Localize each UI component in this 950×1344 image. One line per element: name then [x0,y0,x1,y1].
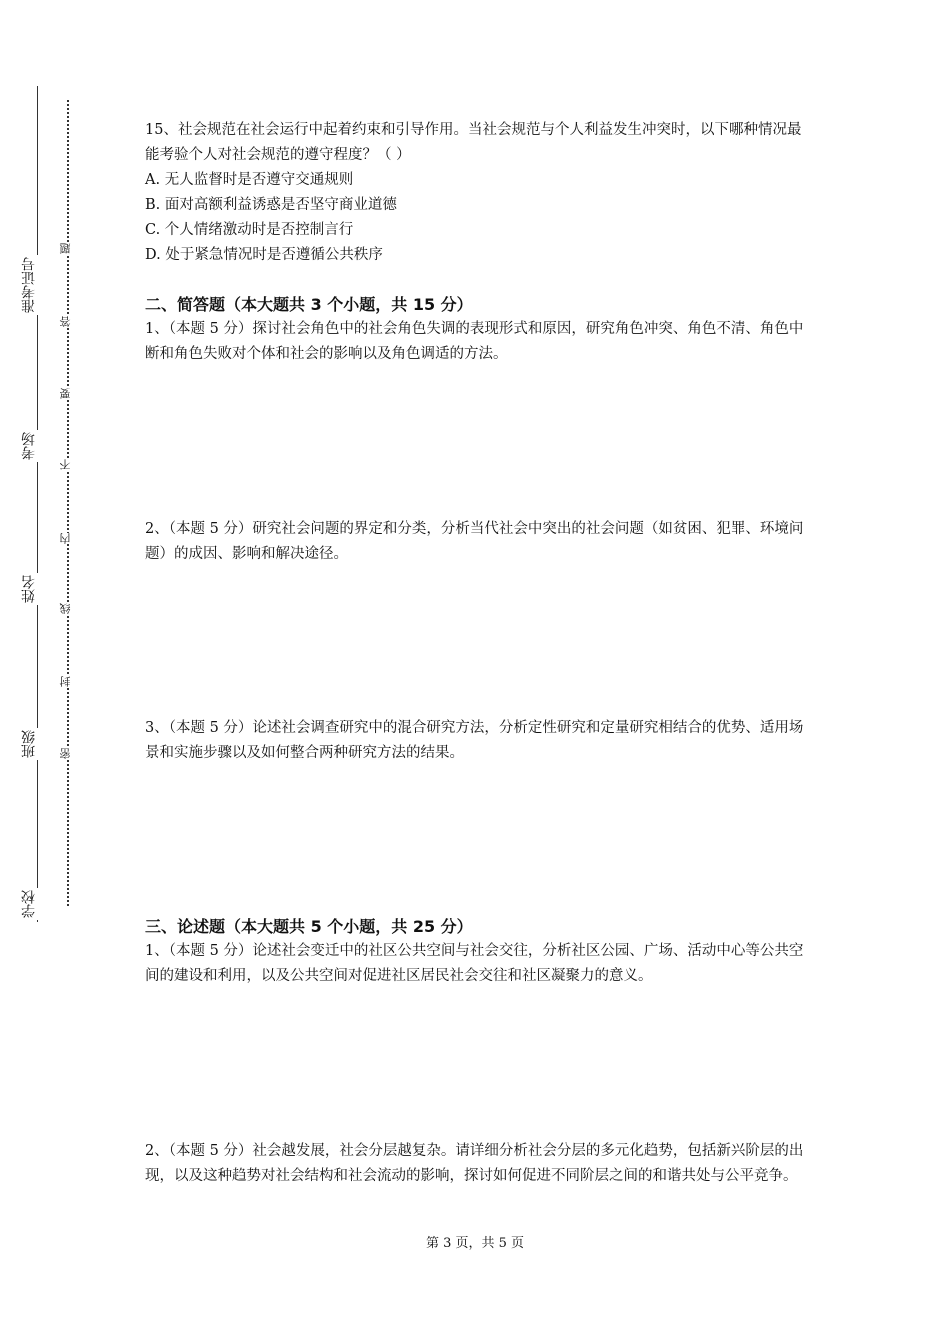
question-item: 1、（本题 5 分）论述社会变迁中的社区公共空间与社会交往，分析社区公园、广场、活动中心等公共空间的建设和利用，以及公共空间对促进社区居民社会交往和社区凝聚力的意义。 [145,943,804,984]
field-class-label: 班级 [22,728,52,760]
section-3-question-2 [145,1139,810,1189]
question-item: 2、（本题 5 分）社会越发展，社会分层越复杂。请详细分析社会分层的多元化趋势，包括新兴阶层的出现，以及这种趋势对社会结构和社会流动的影响，探讨如何促进不同阶层之间的和谐共处与公平竞争。 [145,1143,804,1184]
option-b: B. 面对高额利益诱惑是否坚守商业道德 [145,197,397,213]
option-a: A. 无人监督时是否遵守交通规则 [145,172,354,188]
question-15 [145,118,810,268]
field-exam-number-label: 准考证号 [22,255,52,315]
field-name-label: 姓名 [22,573,52,605]
section-title: 二、简答题（本大题共 3 个小题，共 15 分） [145,295,473,314]
field-school-label: 学校 [22,888,52,920]
seal-char: 不 [59,459,72,470]
question-item: 2、（本题 5 分）研究社会问题的界定和分类，分析当代社会中突出的社会问题（如贫困、犯罪、环境问题）的成因、影响和解决途径。 [145,521,804,562]
seal-char: 题 [59,243,72,254]
seal-char: 密 [59,748,72,759]
section-title: 三、论述题（本大题共 5 个小题，共 25 分） [145,917,473,936]
field-exam-room-label: 考场 [22,430,52,462]
question-item: 3、（本题 5 分）论述社会调查研究中的混合研究方法，分析定性研究和定量研究相结合的优势、适用场景和实施步骤以及如何整合两种研究方法的结果。 [145,720,804,761]
section-2-question-2 [145,517,810,567]
question-item: 1、（本题 5 分）探讨社会角色中的社会角色失调的表现形式和原因，研究角色冲突、角色不清、角色中断和角色失败对个体和社会的影响以及角色调适的方法。 [145,321,804,362]
section-2 [145,293,810,367]
binding-solid-line [37,86,38,922]
option-d: D. 处于紧急情况时是否遵循公共秩序 [145,247,383,263]
option-c: C. 个人情绪激动时是否控制言行 [145,222,354,238]
seal-char: 要 [59,388,72,399]
seal-char: 线 [59,603,72,614]
binding-dotted-line [67,100,69,906]
seal-char: 答 [59,316,72,327]
section-3 [145,915,810,989]
page-footer: 第 3 页，共 5 页 [425,1236,525,1251]
section-2-question-3 [145,716,810,766]
question-stem: 15、社会规范在社会运行中起着约束和引导作用。当社会规范与个人利益发生冲突时，以下哪种情况最能考验个人对社会规范的遵守程度？（ ） [145,122,802,163]
seal-char: 封 [59,676,72,687]
seal-char: 内 [59,533,72,544]
